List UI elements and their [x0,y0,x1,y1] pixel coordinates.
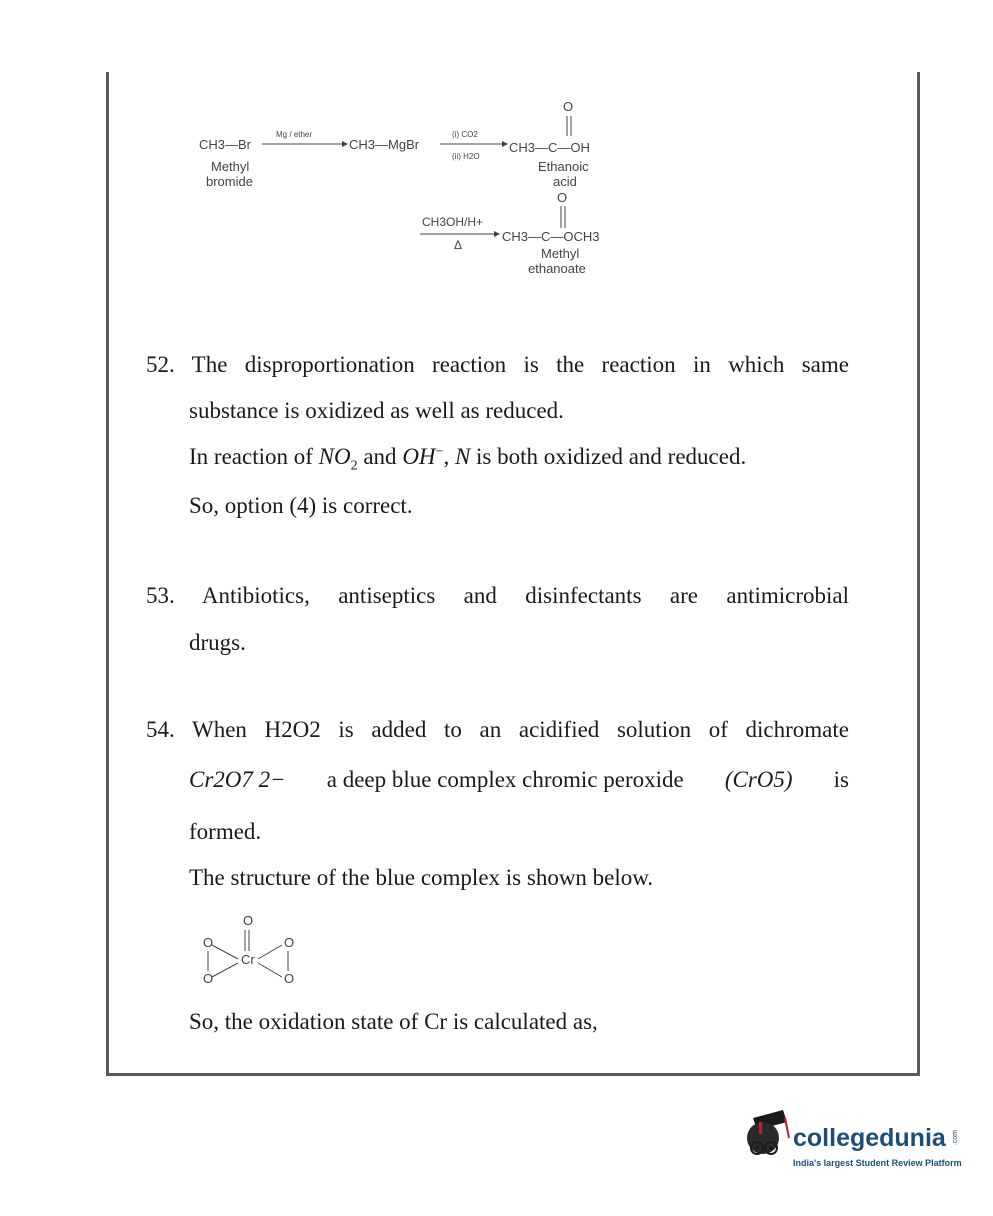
methyl-eth-2: ethanoate [528,261,586,276]
q52-line2: substance is oxidized as well as reduced. [189,398,564,423]
q54-line2-text: a deep blue complex chromic peroxide [326,767,684,792]
oh-sup: − [435,444,444,460]
q53-line1: 53. Antibiotics, antiseptics and disinfectants are antimicrobial [146,583,849,608]
oh: OH [402,444,436,469]
h2o-label: (ii) H2O [452,152,480,161]
double-bond-1 [564,116,574,136]
q54-line2-end: is [833,767,849,792]
q52-line4: So, option (4) is correct. [189,493,413,518]
ch3br: CH3—Br [199,137,252,152]
o-left-bottom: O [203,971,214,986]
mascot-icon [735,1108,793,1168]
o-right-bottom: O [284,971,295,986]
cro5-bonds [200,925,300,987]
q52-text-c: , [443,444,455,469]
double-bond-2 [558,206,568,228]
co2-label: (i) CO2 [452,130,478,139]
delta-label: Δ [454,238,463,252]
logo-name: collegedunia [793,1124,946,1152]
methyl-bromide-1: Methyl [211,159,250,174]
logo-com: .com [952,1130,959,1146]
arrow-1 [262,139,348,149]
q54-line5: So, the oxidation state of Cr is calculated as, [189,1009,598,1034]
ch3oh-label: CH3OH/H+ [422,215,484,229]
no2-sub: 2 [350,458,358,474]
q54-line2 [189,766,849,794]
methyl-bromide-2: bromide [206,174,253,189]
q54-line4: The structure of the blue complex is shown below. [189,865,654,890]
o-ester: O [557,190,568,205]
q52-text-b: and [357,444,403,469]
ch3mgbr: CH3—MgBr [349,137,420,152]
no2: NO [318,444,351,469]
q52-text-d: is both oxidized and reduced. [470,444,747,469]
arrow-2 [440,139,508,149]
o-apex: O [243,913,254,928]
methyl-eth-1: Methyl [541,246,580,261]
o-top: O [563,99,574,114]
ethanoic-2: acid [553,174,577,189]
cro5: (CrO5) [724,767,793,792]
logo-tagline: India's largest Student Review Platform [793,1158,962,1168]
mg-ether-label: Mg / ether [276,130,313,139]
q53-line2: drugs. [189,630,246,655]
q52-line1: 52. The disproportionation reaction is the reaction in which same [146,352,849,377]
n: N [454,444,471,469]
o-right-top: O [284,935,295,950]
q52-line3 [189,443,746,475]
cr2o7: Cr2O7 2− [189,767,286,792]
acid-product: CH3—C—OH [509,140,590,155]
o-left-top: O [203,935,214,950]
cr-atom: Cr [241,952,255,967]
ester-product: CH3—C—OCH3 [502,229,600,244]
q52-text-a: In reaction of [189,444,319,469]
q54-line1: 54. When H2O2 is added to an acidified solution of dichromate [146,717,849,742]
q54-line3: formed. [189,819,262,844]
ethanoic-1: Ethanoic [538,159,589,174]
